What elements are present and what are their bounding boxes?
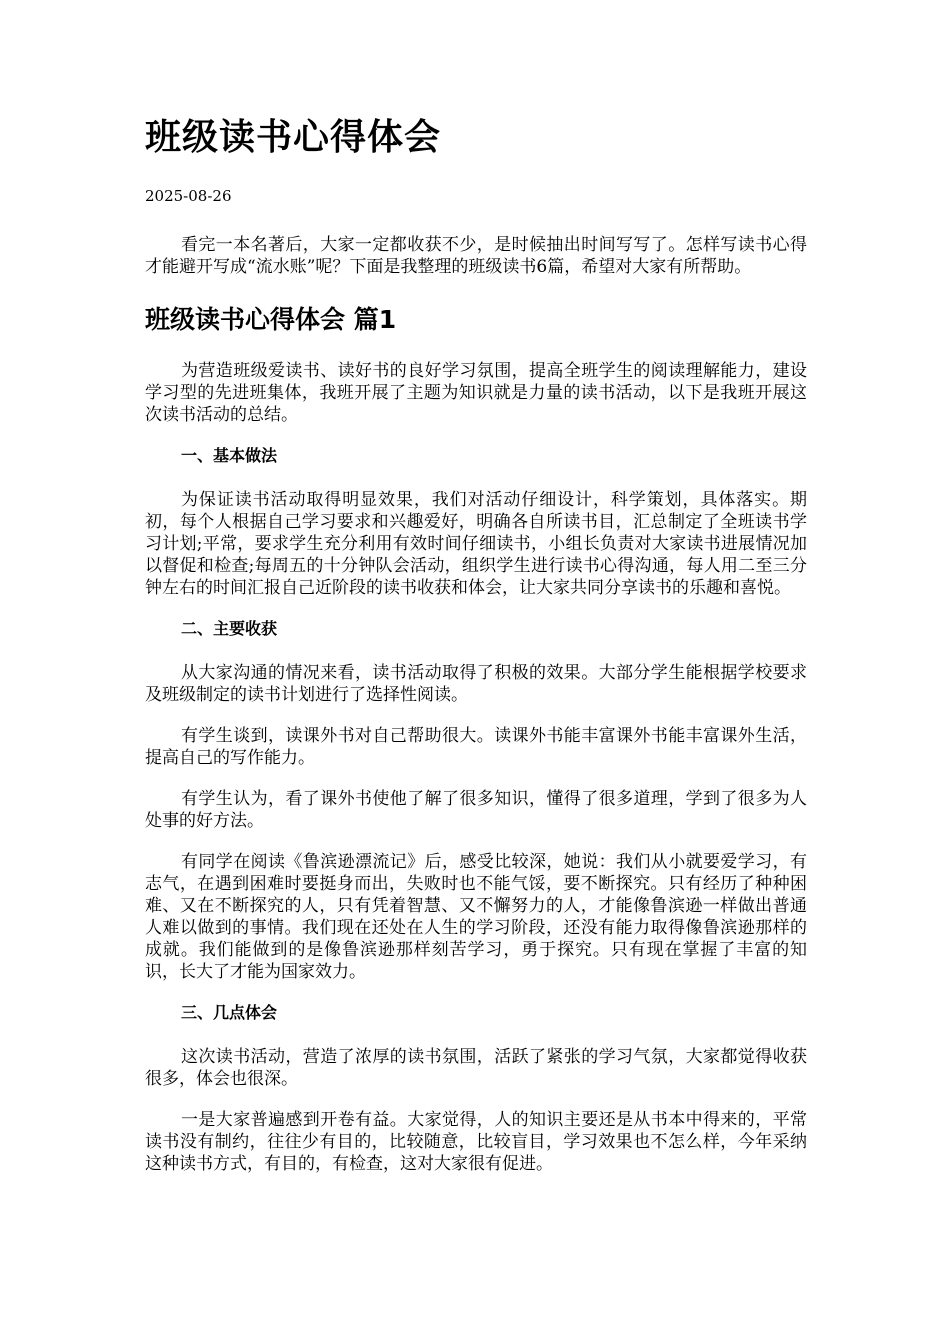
section-title: 班级读书心得体会 篇1 <box>145 305 397 334</box>
paragraph: 有同学在阅读《鲁滨逊漂流记》后，感受比较深，她说：我们从小就要爱学习，有志气，在遇到困难时要挺身而出，失败时也不能气馁，要不断探究。只有经历了种种困难、又在不断探究的人，只有凭着智慧、又不懈努力的人，才能像鲁滨逊一样做出普通人难以做到的事情。我们现在还处在人生的学习阶段，还没有能力取得像鲁滨逊那样的成就。我们能做到的是像鲁滨逊那样刻苦学习，勇于探究。只有现在掌握了丰富的知识，长大了才能为国家效力。 <box>145 852 807 982</box>
paragraph: 有学生认为，看了课外书使他了解了很多知识，懂得了很多道理，学到了很多为人处事的好方法。 <box>145 789 807 831</box>
paragraph: 为营造班级爱读书、读好书的良好学习氛围，提高全班学生的阅读理解能力，建设学习型的先进班集体，我班开展了主题为知识就是力量的读书活动，以下是我班开展这次读书活动的总结。 <box>145 361 807 425</box>
document-page <box>145 112 807 1194</box>
paragraph: 从大家沟通的情况来看，读书活动取得了积极的效果。大部分学生能根据学校要求及班级制定的读书计划进行了选择性阅读。 <box>145 663 807 705</box>
subheading: 二、主要收获 <box>181 619 278 638</box>
paragraph: 有学生谈到，读课外书对自己帮助很大。读课外书能丰富课外书能丰富课外生活，提高自己的写作能力。 <box>145 726 807 768</box>
paragraph: 这次读书活动，营造了浓厚的读书氛围，活跃了紧张的学习气氛，大家都觉得收获很多，体会也很深。 <box>145 1047 807 1089</box>
document-date: 2025-08-26 <box>145 187 232 205</box>
subheading: 三、几点体会 <box>181 1003 278 1022</box>
document-title: 班级读书心得体会 <box>145 117 442 158</box>
paragraph: 为保证读书活动取得明显效果，我们对活动仔细设计，科学策划，具体落实。期初，每个人根据自己学习要求和兴趣爱好，明确各自所读书目，汇总制定了全班读书学习计划;平常，要求学生充分利用有效时间仔细读书，小组长负责对大家读书进展情况加以督促和检查;每周五的十分钟队会活动，组织学生进行读书心得沟通，每人用二至三分钟左右的时间汇报自己近阶段的读书收获和体会，让大家共同分享读书的乐趣和喜悦。 <box>145 490 807 598</box>
intro-paragraph: 看完一本名著后，大家一定都收获不少，是时候抽出时间写写了。怎样写读书心得才能避开写成“流水账”呢？下面是我整理的班级读书6篇，希望对大家有所帮助。 <box>145 235 807 277</box>
paragraph: 一是大家普遍感到开卷有益。大家觉得，人的知识主要还是从书本中得来的，平常读书没有制约，往往少有目的，比较随意，比较盲目，学习效果也不怎么样，今年采纳这种读书方式，有目的，有检查，这对大家很有促进。 <box>145 1110 807 1174</box>
subheading: 一、基本做法 <box>181 446 278 465</box>
